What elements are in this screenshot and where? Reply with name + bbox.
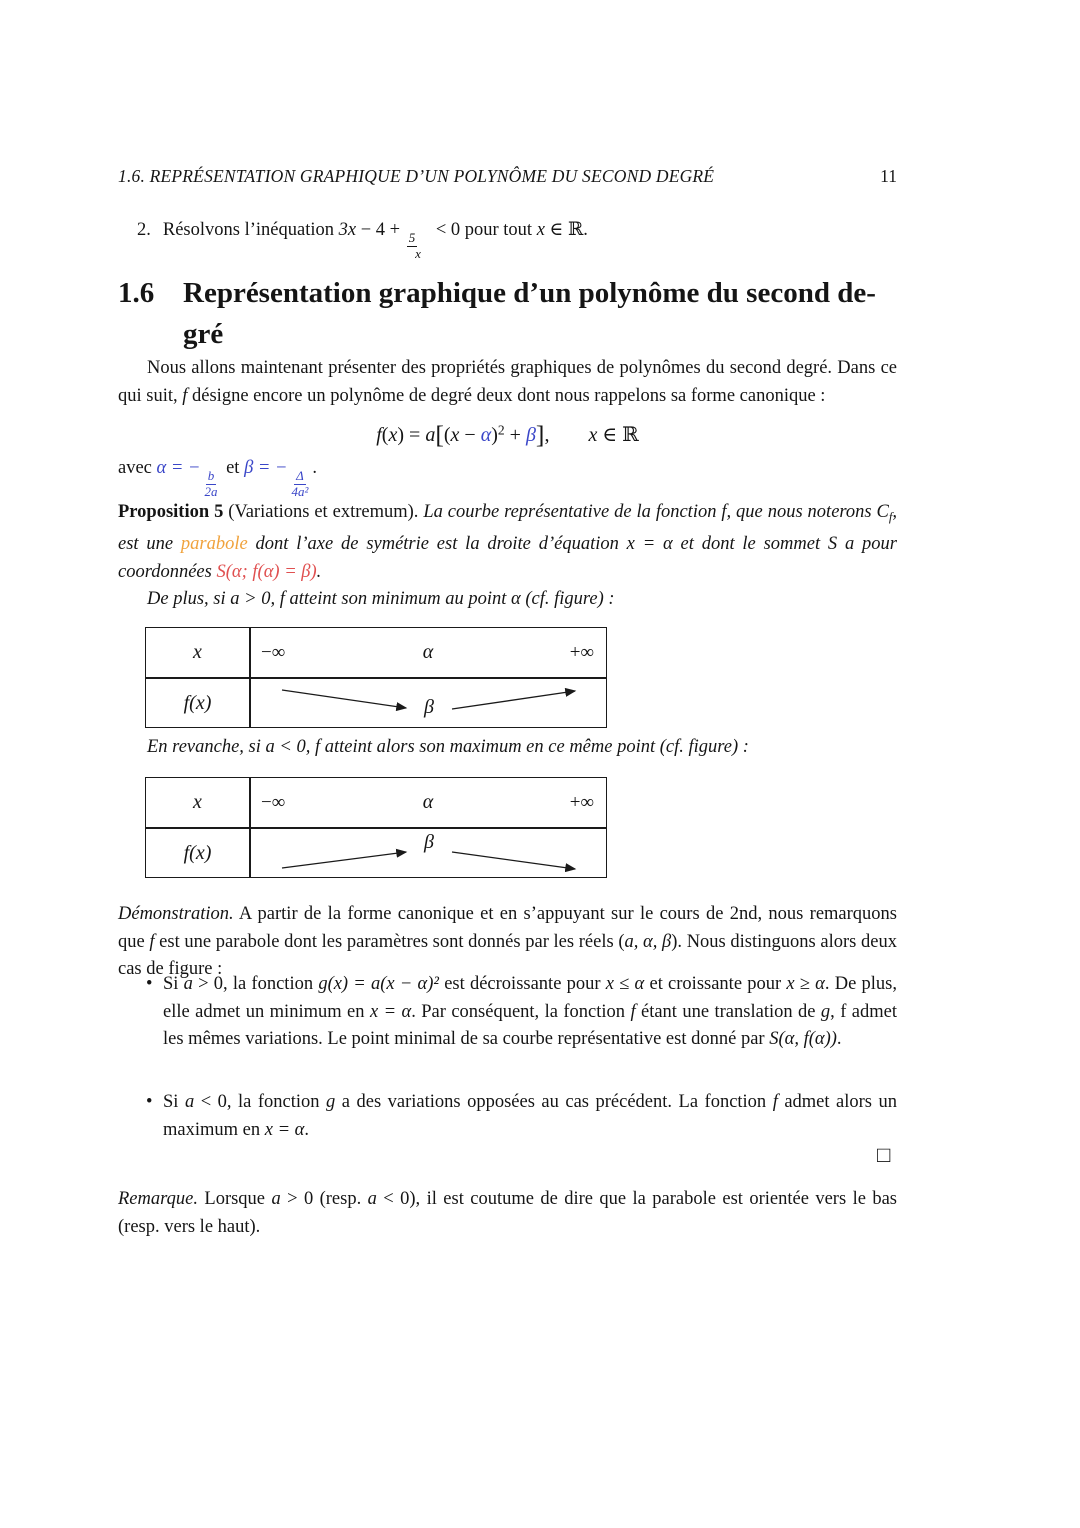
inline-fraction (407, 231, 430, 262)
fraction-denominator: x (415, 246, 421, 262)
avec-text-a: avec α = − (118, 458, 201, 478)
bullet-item-a-negative (146, 1089, 897, 1144)
page-number: 11 (880, 166, 897, 186)
variation-arrows-down-up (250, 678, 606, 728)
list-item-2 (137, 219, 588, 262)
minus-infinity-label: −∞ (261, 642, 286, 663)
qed-square-icon: □ (877, 1142, 891, 1167)
table-header-x: x (193, 791, 202, 813)
fraction-numerator: 5 (408, 230, 416, 246)
plus-infinity-label: +∞ (569, 792, 594, 813)
running-header (118, 166, 897, 187)
fraction-denominator: 2a (204, 484, 218, 500)
alpha-label: α (422, 641, 434, 663)
demonstration-paragraph: Démonstration. A partir de la forme canonique et en s’appuyant sur le cours de 2nd, nous remarquons que f est une parabole dont les paramètres sont donnés par les réels (a, α, β). Nous distinguons alors deux cas de figure : (118, 904, 897, 979)
bullet-icon: • (146, 1092, 153, 1112)
running-title: 1.6. REPRÉSENTATION GRAPHIQUE D’UN POLYNÔME DU SECOND DEGRÉ (118, 166, 715, 186)
beta-fraction (290, 469, 311, 500)
proposition-5: Proposition 5 (Variations et extremum). La courbe représentative de la fonction f, que nous noterons $C_f$, est une parabole dont l’axe de symétrie est la droite d’équation x = α et dont le sommet S a pour coordonnées S(α; f(α) = β). (118, 502, 898, 582)
bullet-icon: • (146, 974, 153, 994)
bullet-text: Si a < 0, la fonction g a des variations opposées au cas précédent. La fonction f admet alors un maximum en x = α. (163, 1092, 897, 1140)
section-number: 1.6 (118, 277, 155, 309)
fraction-numerator: Δ (296, 468, 304, 484)
table-header-fx: f(x) (183, 692, 212, 714)
table-header-x: x (193, 641, 202, 663)
fraction-denominator: 4a² (291, 484, 309, 500)
minus-infinity-label: −∞ (261, 792, 286, 813)
alpha-fraction (202, 469, 219, 500)
list-item-text-a: Résolvons l’inéquation 3x − 4 + (162, 220, 405, 240)
avec-text-b: et β = − (221, 458, 288, 478)
avec-text-c: . (312, 458, 318, 478)
list-item-text-b: < 0 pour tout x ∈ ℝ. (431, 220, 588, 240)
bullet-item-a-positive (146, 971, 897, 1054)
section-title (183, 273, 876, 355)
variation-table-max (145, 777, 607, 878)
case-minimum-text: De plus, si a > 0, f atteint son minimum au point α (cf. figure) : (147, 589, 615, 609)
alpha-label: α (422, 791, 434, 813)
table-header-fx: f(x) (183, 842, 212, 864)
section-heading (118, 273, 897, 355)
intro-paragraph: Nous allons maintenant présenter des propriétés graphiques de polynômes du second degré. Dans ce qui suit, f désigne encore un polynôme de degré deux dont nous rappelons sa forme canonique : (118, 358, 897, 406)
case-maximum-text: En revanche, si a < 0, f atteint alors son maximum en ce même point (cf. figure) : (147, 737, 749, 757)
list-item-number: 2. (137, 220, 151, 240)
bullet-text: Si a > 0, la fonction g(x) = a(x − α)² est décroissante pour x ≤ α et croissante pour x ≥ α. De plus, elle admet un minimum en x = α. Par conséquent, la fonction f étant une translation de g, f admet les mêmes variations. Le point minimal de sa courbe représentative est donné par S(α, f(α)). (163, 974, 897, 1049)
plus-infinity-label: +∞ (569, 642, 594, 663)
variation-table-min (145, 627, 607, 728)
remark-paragraph: Remarque. Lorsque a > 0 (resp. a < 0), il est coutume de dire que la parabole est orientée vers le bas (resp. vers le haut). (118, 1189, 898, 1237)
variation-arrows-up-down (250, 828, 606, 878)
beta-label: β (424, 831, 434, 853)
fraction-numerator: b (207, 468, 215, 484)
section-title-line1: Représentation graphique d’un polynôme du second de- (183, 277, 876, 309)
section-title-line2: gré (183, 318, 224, 350)
canonical-form-equation: $f(x) = a[(x - \alpha)^2 + \beta]$, x ∈ ℝ (376, 420, 639, 449)
beta-label: β (424, 696, 434, 718)
alpha-beta-definition (118, 458, 317, 500)
